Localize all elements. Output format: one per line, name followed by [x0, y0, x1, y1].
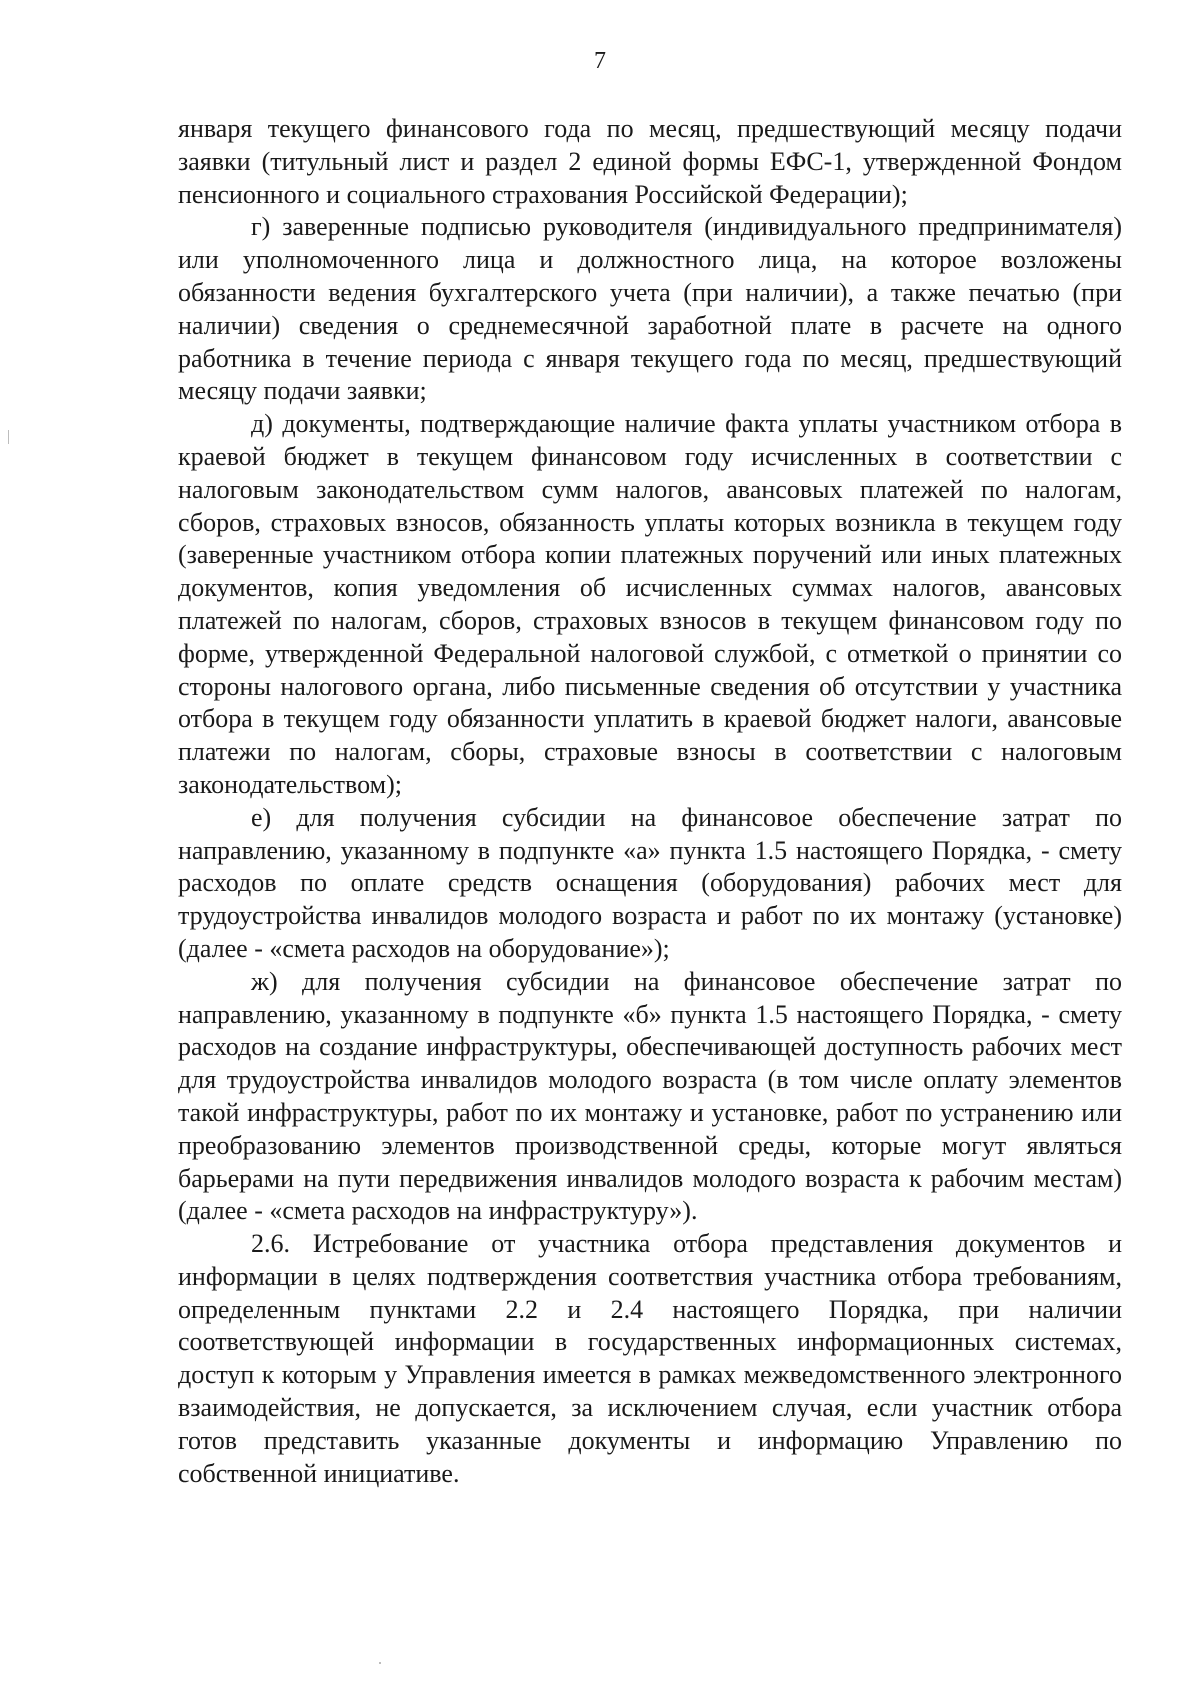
paragraph-section-2-6: 2.6. Истребование от участника отбора представления документов и информации в целях подтверждения соответствия участника отбора требованиям, определенным пунктами 2.2 и 2.4 настоящего Порядка, при наличии соответствующей информации в государственных информационных системах, доступ к которым у Управления имеется в рамках межведомственного электронного взаимодействия, не допускается, за исключением случая, если участник отбора готов представить указанные документы и информацию Управлению по собственной инициативе. — [178, 1229, 1122, 1488]
paragraph-continuation: января текущего финансового года по месяц, предшествующий месяцу подачи заявки (титульный лист и раздел 2 единой формы ЕФС-1, утвержденной Фондом пенсионного и социального страхования Российской Федерации); — [178, 114, 1122, 209]
page-number: 7 — [594, 48, 606, 74]
paragraph-item-zh: ж) для получения субсидии на финансовое обеспечение затрат по направлению, указанному в подпункте «б» пункта 1.5 настоящего Порядка, - смету расходов на создание инфраструктуры, обеспечивающей доступность рабочих мест для трудоустройства инвалидов молодого возраста (в том числе оплату элементов такой инфраструктуры, работ по их монтажу и установке, работ по устранению или преобразованию элементов производственной среды, которые могут являться барьерами на пути передвижения инвалидов молодого возраста к рабочим местам) (далее - «смета расходов на инфраструктуру»). — [178, 966, 1122, 1226]
paragraph-item-g: г) заверенные подписью руководителя (индивидуального предпринимателя) или уполномоченного лица и должностного лица, на которое возложены обязанности ведения бухгалтерского учета (при наличии), а также печатью (при наличии) сведения о среднемесячной заработной плате в расчете на одного работника в течение периода с января текущего года по месяц, предшествующий месяцу подачи заявки; — [178, 212, 1122, 406]
scan-artifact-bottom — [379, 1662, 381, 1664]
document-body — [178, 113, 1122, 1490]
paragraph-item-d: д) документы, подтверждающие наличие факта уплаты участником отбора в краевой бюджет в текущем финансовом году исчисленных в соответствии с налоговым законодательством сумм налогов, авансовых платежей по налогам, сборов, страховых взносов, обязанность уплаты которых возникла в текущем году (заверенные участником отбора копии платежных поручений или иных платежных документов, копия уведомления об исчисленных суммах налогов, авансовых платежей по налогам, сборов, страховых взносов в текущем финансовом году по форме, утвержденной Федеральной налоговой службой, с отметкой о принятии со стороны налогового органа, либо письменные сведения об отсутствии у участника отбора в текущем году обязанности уплатить в краевой бюджет налоги, авансовые платежи по налогам, сборы, страховые взносы в соответствии с налоговым законодательством); — [178, 409, 1122, 799]
paragraph-item-e: е) для получения субсидии на финансовое обеспечение затрат по направлению, указанному в подпункте «а» пункта 1.5 настоящего Порядка, - смету расходов по оплате средств оснащения (оборудования) рабочих мест для трудоустройства инвалидов молодого возраста и работ по их монтажу (установке) (далее - «смета расходов на оборудование»); — [178, 802, 1122, 963]
scan-artifact-left — [8, 430, 9, 444]
